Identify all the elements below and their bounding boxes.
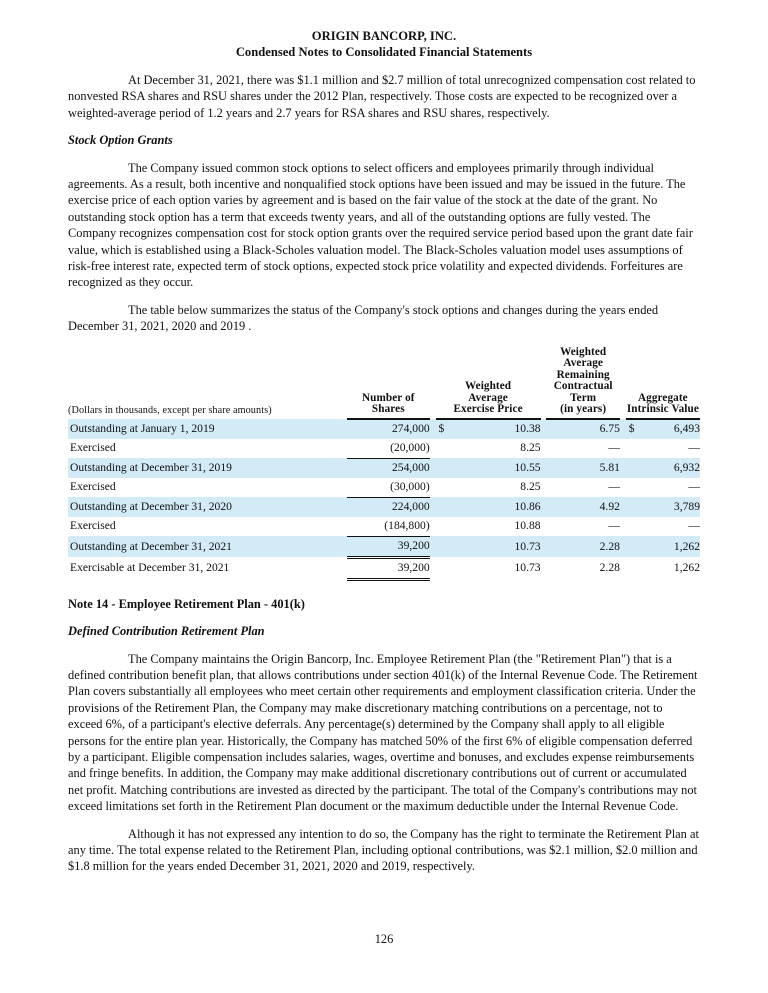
stock-options-table xyxy=(68,347,700,581)
currency-symbol: $ xyxy=(436,419,453,439)
row-label: Outstanding at December 31, 2019 xyxy=(68,458,341,478)
price-cell: 10.86 xyxy=(452,497,540,517)
table-row xyxy=(68,536,700,557)
value-cell: — xyxy=(688,519,700,533)
table-row xyxy=(68,458,700,478)
row-label: Exercisable at December 31, 2021 xyxy=(70,561,230,575)
column-header-exercise-price: Weighted Average Exercise Price xyxy=(436,347,541,419)
row-label: Outstanding at January 1, 2019 xyxy=(68,419,341,439)
term-cell: 2.28 xyxy=(560,536,620,557)
price-cell: 8.25 xyxy=(520,441,541,455)
value-cell: 3,789 xyxy=(643,497,700,517)
value-cell: 1,262 xyxy=(643,536,700,557)
column-header-remaining-term: Weighted Average Remaining Contractual Term (in years) xyxy=(546,347,620,419)
price-cell: 10.73 xyxy=(514,561,541,575)
row-label: Exercised xyxy=(70,519,116,533)
row-label: Outstanding at December 31, 2020 xyxy=(68,497,341,517)
table-row xyxy=(68,419,700,439)
value-cell: — xyxy=(688,441,700,455)
company-name: ORIGIN BANCORP, INC. xyxy=(311,29,457,43)
row-label: Outstanding at December 31, 2021 xyxy=(68,536,341,557)
price-cell: 10.73 xyxy=(452,536,540,557)
row-label: Exercised xyxy=(70,441,116,455)
term-cell: 6.75 xyxy=(560,419,620,439)
term-cell: — xyxy=(608,519,620,533)
table-row xyxy=(68,557,700,579)
price-cell: 10.55 xyxy=(452,458,540,478)
term-cell: — xyxy=(608,441,620,455)
term-cell: 4.92 xyxy=(560,497,620,517)
value-cell: 6,493 xyxy=(643,419,700,439)
stock-option-grants-heading: Stock Option Grants xyxy=(68,133,173,148)
table-row xyxy=(68,439,700,459)
term-cell: — xyxy=(608,480,620,494)
table-units-note: (Dollars in thousands, except per share amounts) xyxy=(68,405,272,417)
shares-cell: 254,000 xyxy=(360,458,429,478)
row-label: Exercised xyxy=(70,480,116,494)
unrecognized-cost-paragraph: At December 31, 2021, there was $1.1 million and $2.7 million of total unrecognized compensation cost related to nonvested RSA shares and RSU shares under the 2012 Plan, respectively. Those costs are expected to be recognized over a weighted-average period of 1.2 years and 2.7 years for RSA shares and RSU shares, respectively. xyxy=(68,73,696,120)
currency-symbol: $ xyxy=(626,419,643,439)
document-page xyxy=(68,28,700,875)
column-header-shares: Number of Shares xyxy=(347,347,430,419)
value-cell: — xyxy=(688,480,700,494)
table-intro-paragraph: The table below summarizes the status of the Company's stock options and changes during the years ended December 31, 2021, 2020 and 2019 . xyxy=(68,302,659,334)
table-header-row xyxy=(68,347,700,419)
table-row xyxy=(68,478,700,498)
term-cell: 5.81 xyxy=(560,458,620,478)
term-cell: 2.28 xyxy=(599,561,620,575)
shares-cell: (30,000) xyxy=(360,478,429,498)
note-14-heading: Note 14 - Employee Retirement Plan - 401(k) xyxy=(68,596,305,611)
shares-cell: 274,000 xyxy=(360,419,429,439)
price-cell: 10.38 xyxy=(452,419,540,439)
value-cell: 1,262 xyxy=(673,561,700,575)
shares-cell: 39,200 xyxy=(360,536,429,557)
value-cell: 6,932 xyxy=(643,458,700,478)
shares-cell: (20,000) xyxy=(360,439,429,459)
price-cell: 10.88 xyxy=(514,519,541,533)
page-number: 126 xyxy=(374,932,394,946)
retirement-plan-paragraph: The Company maintains the Origin Bancorp, Inc. Employee Retirement Plan (the "Retirement Plan") that is a defined contribution benefit plan, that allows contributions under section 401(k) of the Internal Revenue Code. The Retirement Plan covers substantially all employees who meet certain other requirements and employment classification criteria. Under the provisions of the Retirement Plan, the Company may make discretionary matching contributions on a percentage, not to exceed 6%, of a participant's elective deferrals. Any percentage(s) determined by the Company shall apply to all eligible persons for the entire plan year. Historically, the Company has matched 50% of the first 6% of eligible compensation deferred by a participant. Eligible compensation includes salaries, wages, overtime and bonuses, and excludes expense reimbursements and fringe benefits. In addition, the Company may make additional discretionary contributions out of current or accumulated net profit. Matching contributions are invested as directed by the participant. The total of the Company's contributions may not exceed limitations set forth in the Retirement Plan document or the maximum deductible under the Internal Revenue Code. xyxy=(68,651,698,814)
shares-cell: (184,800) xyxy=(360,517,429,537)
stock-option-paragraph: The Company issued common stock options to select officers and employees primarily through individual agreements. As a result, both incentive and nonqualified stock options have been issued and may be issued in the future. The exercise price of each option varies by agreement and is based on the fair value of the stock at the date of the grant. No outstanding stock option has a term that exceeds twenty years, and all of the outstanding options are fully vested. The Company recognizes compensation cost for stock option grants over the required service period based upon the grant date fair value, which is established using a Black-Scholes valuation model. The Black-Scholes valuation model uses assumptions of risk-free interest rate, expected term of stock options, expected stock price volatility and expected dividends. Forfeitures are recognized as they occur. xyxy=(68,160,693,290)
shares-cell: 39,200 xyxy=(360,557,429,579)
column-header-intrinsic-value: Aggregate Intrinsic Value xyxy=(626,347,700,419)
shares-cell: 224,000 xyxy=(360,497,429,517)
defined-contribution-heading: Defined Contribution Retirement Plan xyxy=(68,624,265,639)
table-row xyxy=(68,497,700,517)
document-subtitle: Condensed Notes to Consolidated Financial Statements xyxy=(235,45,533,59)
table-row xyxy=(68,517,700,537)
termination-paragraph: Although it has not expressed any intention to do so, the Company has the right to terminate the Retirement Plan at any time. The total expense related to the Retirement Plan, including optional contributions, was $2.1 million, $2.0 million and $1.8 million for the years ended December 31, 2021, 2020 and 2019, respectively. xyxy=(68,826,699,874)
price-cell: 8.25 xyxy=(520,480,541,494)
